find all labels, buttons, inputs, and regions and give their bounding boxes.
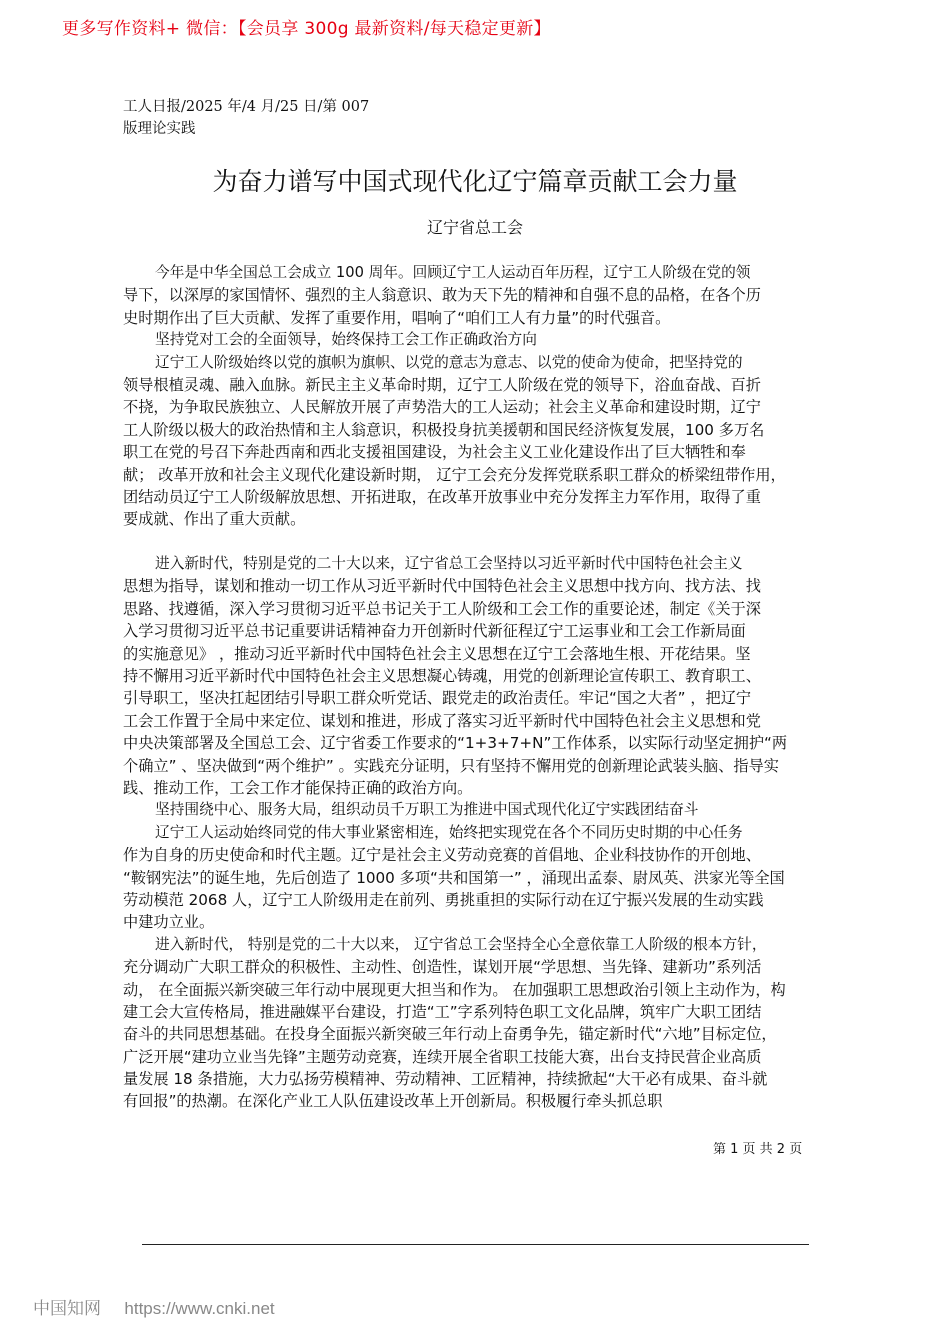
body-line: 量发展 18 条措施，大力弘扬劳模精神、劳动精神、工匠精神，持续掀起“大干必有成果、奋斗就 xyxy=(123,1070,768,1089)
body-line: 入学习贯彻习近平总书记重要讲话精神奋力开创新时代新征程辽宁工运事业和工会工作新局面 xyxy=(123,622,746,641)
body-line: 奋斗的共同思想基础。在投身全面振兴新突破三年行动上奋勇争先，锚定新时代“六地”目标定位， xyxy=(123,1025,777,1044)
body-line: 引导职工，坚决扛起团结引导职工群众听党话、跟党走的政治责任。牢记“国之大者” ，把辽宁 xyxy=(123,689,752,708)
footer-url: https://www.cnki.net xyxy=(124,1299,275,1318)
body-line: 动， 在全面振兴新突破三年行动中展现更大担当和作为。 在加强职工思想政治引领上主动作为，构 xyxy=(123,980,786,999)
body-line: 作为自身的历史使命和时代主题。辽宁是社会主义劳动竞赛的首倡地、企业科技协作的开创地、 xyxy=(123,846,761,865)
body-line: 进入新时代， 特别是党的二十大以来， 辽宁省总工会坚持全心全意依靠工人阶级的根本方针， xyxy=(155,935,767,953)
body-line: 有回报”的热潮。在深化产业工人队伍建设改革上开创新局。积极履行牵头抓总职 xyxy=(123,1092,663,1111)
article-body xyxy=(123,262,833,1113)
body-line: 职工在党的号召下奔赴西南和西北支援祖国建设，为社会主义工业化建设作出了巨大牺牲和奉 xyxy=(123,443,746,462)
body-line: 中建功立业。 xyxy=(123,913,215,932)
body-line: 进入新时代，特别是党的二十大以来，辽宁省总工会坚持以习近平新时代中国特色社会主义 xyxy=(155,555,743,573)
body-line: 献； 改革开放和社会主义现代化建设新时期， 辽宁工会充分发挥党联系职工群众的桥梁纽带作用， xyxy=(123,465,786,484)
body-line: 要成就、作出了重大贡献。 xyxy=(123,510,306,529)
body-line: 不挠，为争取民族独立、人民解放开展了声势浩大的工人运动；社会主义革命和建设时期，辽宁 xyxy=(123,398,761,417)
body-line: 团结动员辽宁工人阶级解放思想、开拓进取，在改革开放事业中充分发挥主力军作用，取得了重 xyxy=(123,487,761,506)
article-title: 为奋力谱写中国式现代化辽宁篇章贡献工会力量 xyxy=(212,167,738,196)
cnki-logo-text: 中国知网 xyxy=(33,1299,101,1319)
body-line: 建工会大宣传格局，推进融媒平台建设，打造“工”字系列特色职工文化品牌，筑牢广大职工团结 xyxy=(123,1002,762,1021)
promo-banner: 更多写作资料+ 微信：【会员享 300g 最新资料/每天稳定更新】 xyxy=(62,19,551,39)
body-line: 工人阶级以极大的政治热情和主人翁意识，积极投身抗美援朝和国民经济恢复发展，100 多万名 xyxy=(123,420,765,439)
body-line: 充分调动广大职工群众的积极性、主动性、创造性，谋划开展“学思想、当先锋、建新功”系列活 xyxy=(123,958,762,977)
source-info xyxy=(123,96,369,140)
body-line: 中央决策部署及全国总工会、辽宁省委工作要求的“1+3+7+N”工作体系，以实际行动坚定拥护“两 xyxy=(123,734,788,753)
body-line: 辽宁工人阶级始终以党的旗帜为旗帜、以党的意志为意志、以党的使命为使命，把坚持党的 xyxy=(155,353,743,371)
body-line: 践、推动工作，工会工作才能保持正确的政治方向。 xyxy=(123,778,473,797)
source-line: 工人日报/2025 年/4 月/25 日/第 007 xyxy=(123,99,370,115)
body-line: 领导根植灵魂、融入血脉。新民主主义革命时期，辽宁工人阶级在党的领导下，浴血奋战、百折 xyxy=(123,375,761,394)
body-line: 导下，以深厚的家国情怀、强烈的主人翁意识、敢为天下先的精神和自强不息的品格，在各个历 xyxy=(123,286,761,305)
body-line: 持不懈用习近平新时代中国特色社会主义思想凝心铸魂，用党的创新理论宣传职工、教育职工、 xyxy=(123,667,761,686)
body-line: 劳动模范 2068 人，辽宁工人阶级用走在前列、勇挑重担的实际行动在辽宁振兴发展的生动实践 xyxy=(123,890,764,909)
body-line: 思想为指导，谋划和推动一切工作从习近平新时代中国特色社会主义思想中找方向、找方法、找 xyxy=(123,577,761,596)
body-line: 思路、找遵循，深入学习贯彻习近平总书记关于工人阶级和工会工作的重要论述，制定《关于深 xyxy=(123,599,761,618)
body-line: 广泛开展“建功立业当先锋”主题劳动竞赛，连续开展全省职工技能大赛，出台支持民营企业高质 xyxy=(123,1047,762,1066)
footer-watermark xyxy=(33,1294,275,1319)
body-line: 史时期作出了巨大贡献、发挥了重要作用，唱响了“咱们工人有力量”的时代强音。 xyxy=(123,308,671,327)
body-line: 今年是中华全国总工会成立 100 周年。回顾辽宁工人运动百年历程，辽宁工人阶级在党的领 xyxy=(155,264,751,281)
article-author: 辽宁省总工会 xyxy=(426,218,523,237)
body-line: 坚持围绕中心、服务大局，组织动员千万职工为推进中国式现代化辽宁实践团结奋斗 xyxy=(155,801,699,819)
page-number: 第 1 页 共 2 页 xyxy=(713,1142,803,1157)
body-line: 个确立” 、坚决做到“两个维护” 。实践充分证明，只有坚持不懈用党的创新理论武装头脑、指导实 xyxy=(123,756,779,775)
footer-divider xyxy=(142,1244,809,1245)
paragraph-gap xyxy=(123,531,833,553)
source-line: 版理论实践 xyxy=(123,121,196,137)
body-line: 坚持党对工会的全面领导，始终保持工会工作正确政治方向 xyxy=(155,331,537,349)
body-line: “鞍钢宪法”的诞生地，先后创造了 1000 多项“共和国第一” ，涌现出孟泰、尉凤英、洪家光等全国 xyxy=(123,868,785,887)
body-line: 的实施意见》 ，推动习近平新时代中国特色社会主义思想在辽宁工会落地生根、开花结果。坚 xyxy=(123,644,751,663)
body-line: 工会工作置于全局中来定位、谋划和推进，形成了落实习近平新时代中国特色社会主义思想和党 xyxy=(123,711,761,730)
body-line: 辽宁工人运动始终同党的伟大事业紧密相连，始终把实现党在各个不同历史时期的中心任务 xyxy=(155,823,743,841)
